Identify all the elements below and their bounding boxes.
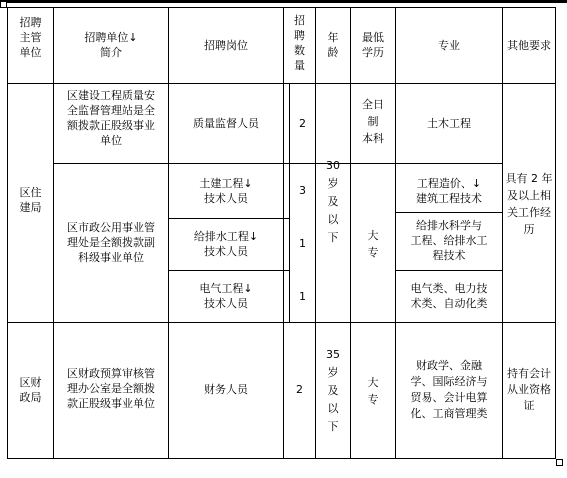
major-cell: 财政学、金融 学、国际经济与 贸易、会计电算 化、工商管理类 bbox=[410, 359, 488, 420]
grid-line bbox=[53, 163, 502, 164]
age-cell: 35 岁 及 以 下 bbox=[326, 348, 340, 433]
age-cell: 30 岁 及 以 下 bbox=[326, 159, 340, 244]
major-cell: 土木工程 bbox=[427, 117, 471, 130]
unit-intro-cell: 区市政公用事业管 理处是全额拨款副 科级事业单位 bbox=[67, 221, 155, 264]
count-cell: 1 bbox=[299, 290, 306, 303]
count-cell: 3 bbox=[299, 184, 306, 197]
major-cell: 电气类、电力技 术类、自动化类 bbox=[410, 282, 488, 310]
grid-line bbox=[395, 270, 502, 271]
position-cell: 电气工程↓ 技术人员 bbox=[199, 282, 253, 310]
header-hiring-dept: 招聘 主管 单位 bbox=[19, 16, 42, 59]
position-cell: 质量监督人员 bbox=[193, 117, 259, 130]
unit-intro-cell: 区财政预算审核管 理办公室是全额拨 款正股级事业单位 bbox=[67, 367, 155, 410]
header-age: 年 龄 bbox=[327, 31, 339, 59]
grid-line bbox=[7, 7, 555, 8]
education-cell: 全日 制 本科 bbox=[362, 98, 384, 145]
header-other-requirements: 其他要求 bbox=[507, 39, 551, 52]
header-education: 最低 学历 bbox=[362, 31, 384, 59]
table-resize-handle[interactable] bbox=[556, 459, 563, 466]
grid-line bbox=[7, 458, 555, 459]
header-major: 专业 bbox=[438, 39, 460, 52]
header-count: 招 聘 数 量 bbox=[294, 14, 305, 72]
position-cell: 给排水工程↓ 技术人员 bbox=[193, 230, 259, 258]
major-cell: 给排水科学与 工程、给排水工 程技术 bbox=[410, 219, 488, 262]
grid-line bbox=[555, 7, 556, 459]
unit-intro-cell: 区建设工程质量安 全监督管理站是全 额拨款正股级事业 单位 bbox=[67, 89, 155, 147]
education-cell: 大 专 bbox=[367, 376, 379, 406]
education-cell: 大 专 bbox=[367, 229, 379, 259]
grid-line bbox=[168, 270, 289, 271]
top-edge-strip bbox=[0, 0, 567, 3]
requirement-cell: 持有会计 从业资格 证 bbox=[507, 367, 551, 412]
major-cell: 工程造价、↓ 建筑工程技术 bbox=[416, 177, 482, 205]
position-cell: 财务人员 bbox=[204, 383, 248, 396]
dept-cell: 区住 建局 bbox=[19, 186, 42, 214]
header-unit-intro: 招聘单位↓ 简介 bbox=[84, 31, 138, 59]
grid-line bbox=[7, 322, 555, 323]
header-position: 招聘岗位 bbox=[204, 39, 248, 52]
count-cell: 2 bbox=[299, 117, 306, 130]
requirement-cell: 具有 2 年 及以上相 关工作经 历 bbox=[505, 172, 553, 236]
position-cell: 土建工程↓ 技术人员 bbox=[199, 177, 253, 205]
grid-line bbox=[7, 83, 555, 84]
count-cell: 1 bbox=[299, 237, 306, 250]
grid-line bbox=[395, 212, 502, 213]
grid-line bbox=[168, 218, 289, 219]
count-cell: 2 bbox=[296, 383, 303, 396]
dept-cell: 区财 政局 bbox=[19, 376, 42, 404]
table-resize-handle[interactable] bbox=[0, 1, 7, 8]
